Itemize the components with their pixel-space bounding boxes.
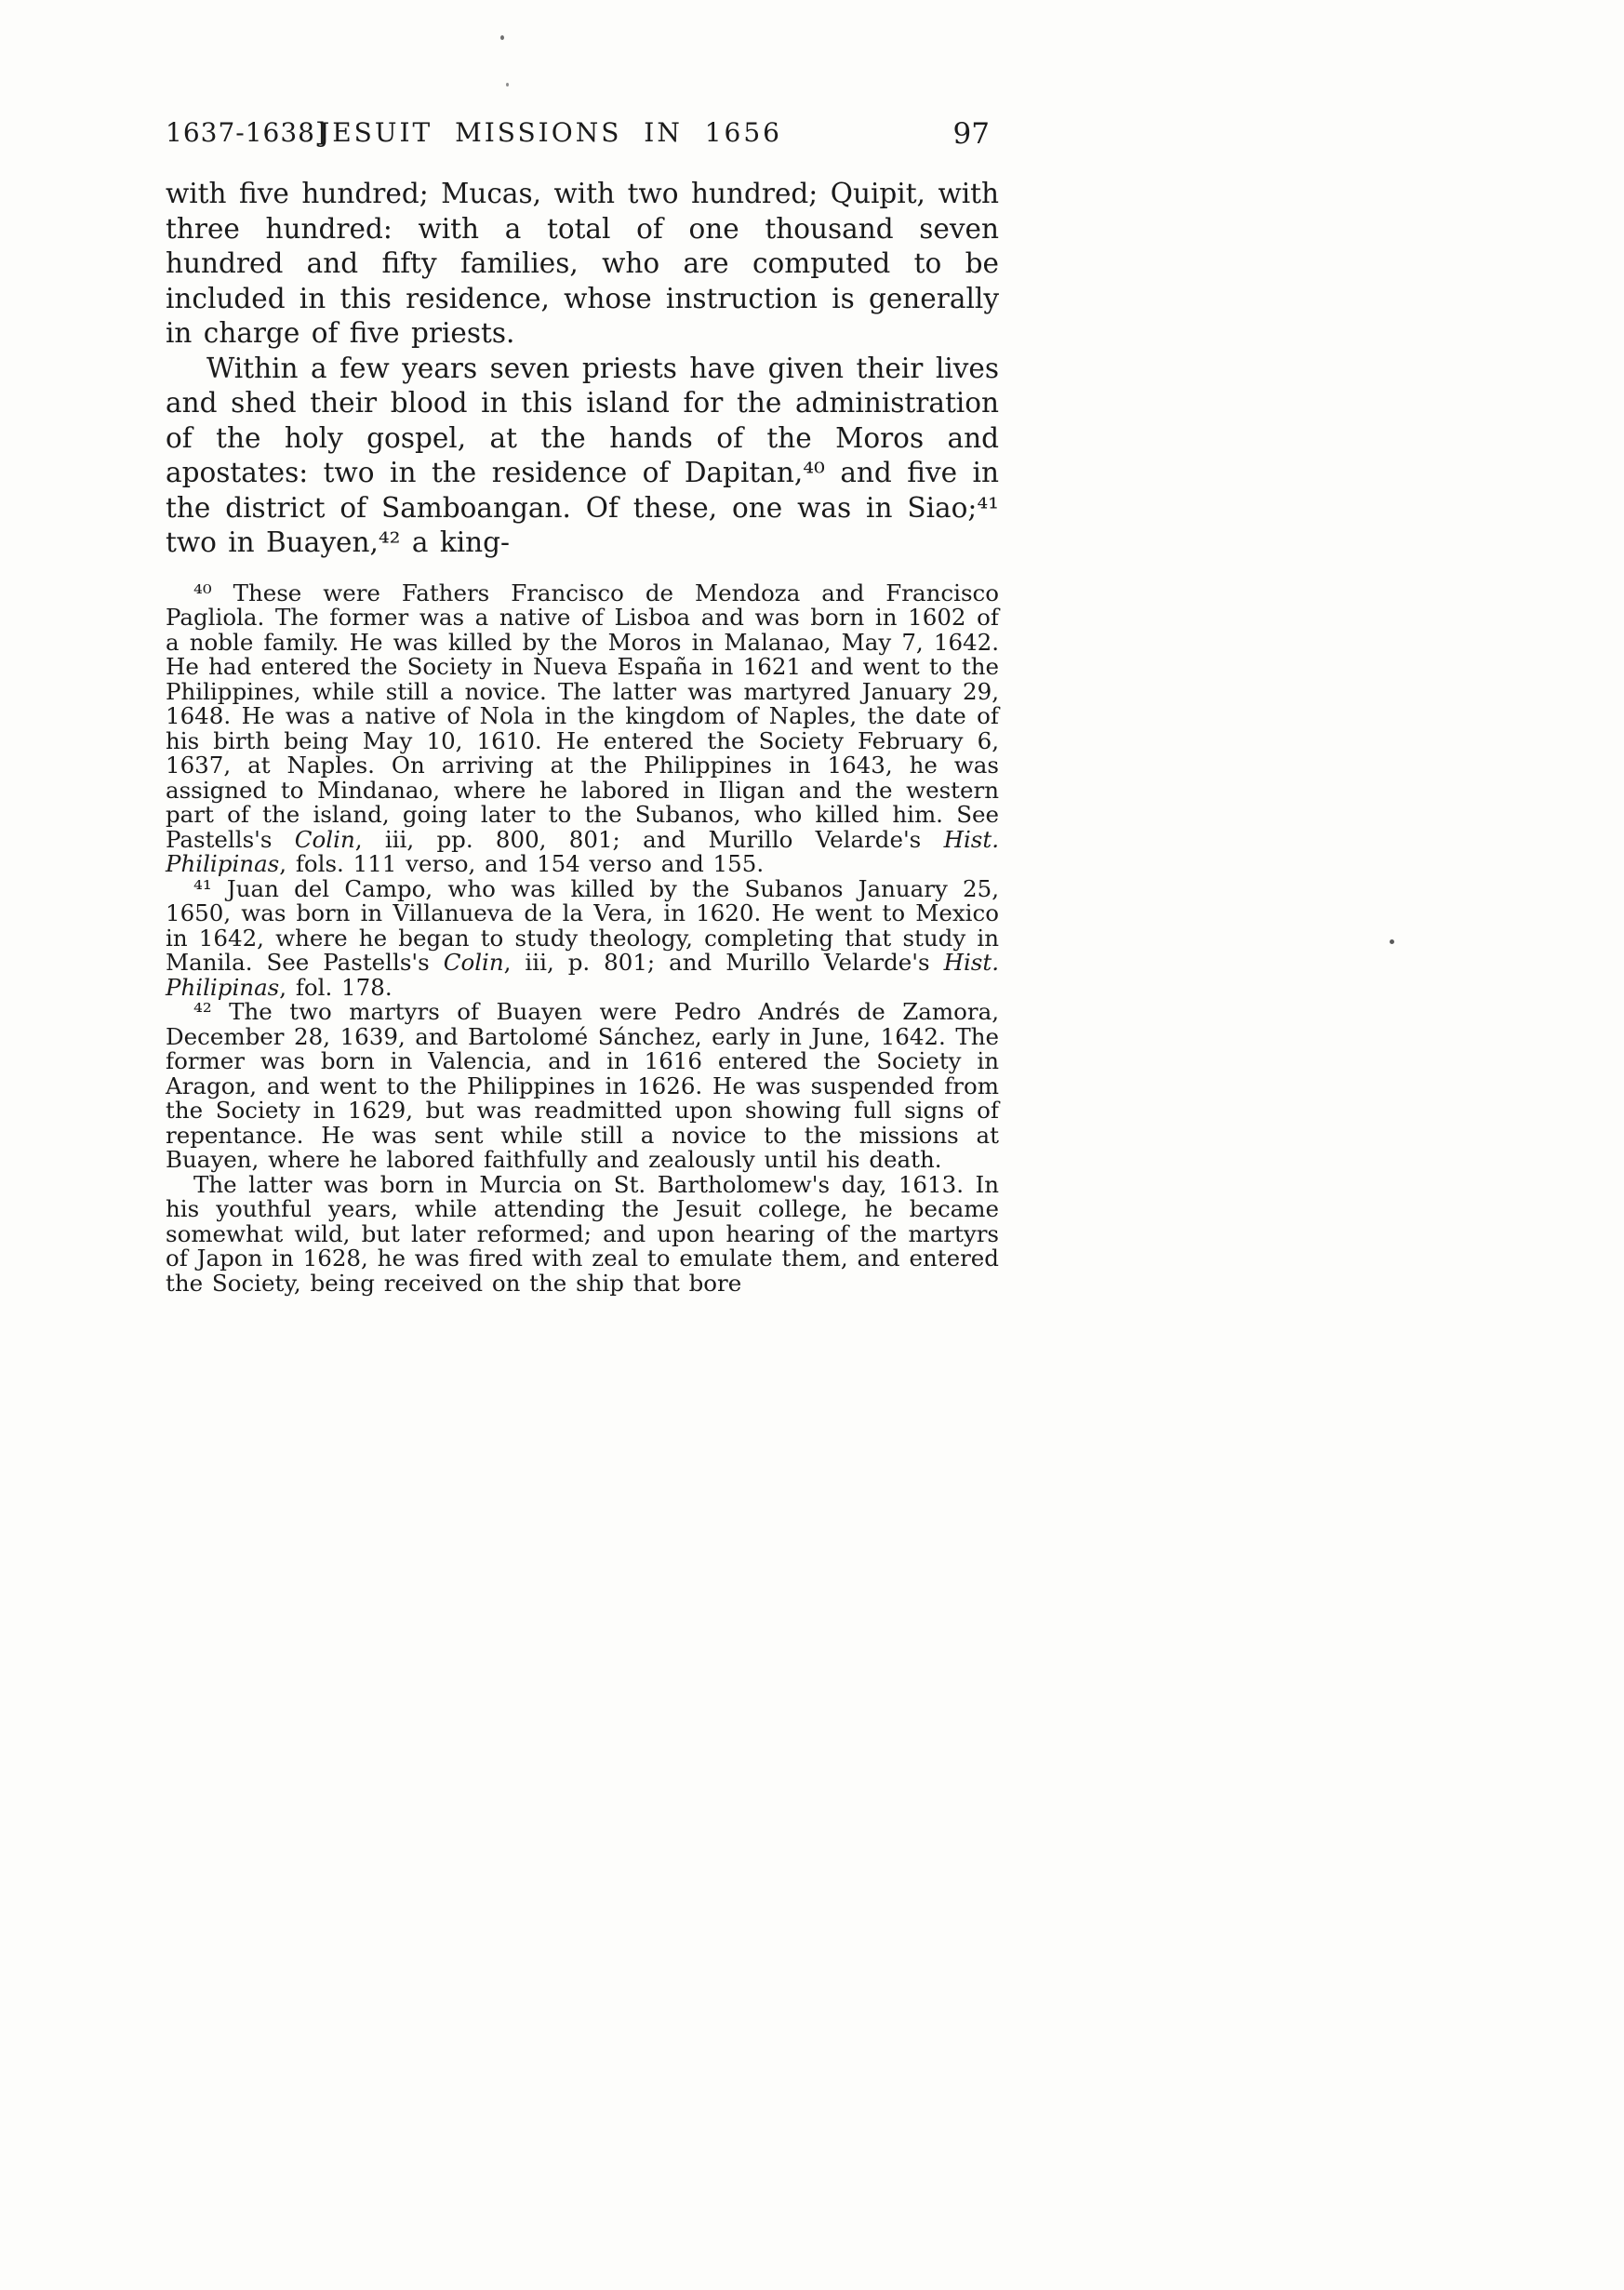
body-text [166, 177, 999, 561]
body-paragraph-2: Within a few years seven priests have given their lives and shed their blood in this island for the administration of the holy gospel, at the hands of the Moros and apostates: two in the residence of Dapitan,⁴⁰ and five in the district of Samboangan. Of these, one was in Siao;⁴¹ two in Buayen,⁴² a king- [166, 352, 999, 558]
footnote-41: ⁴¹ Juan del Campo, who was killed by the Subanos January 25, 1650, was born in Villanueva de la Vera, in 1620. He went to Mexico in 1642, where he began to study theology, completing that study in Manila. See Pastells's Colin, iii, p. 801; and Murillo Velarde's Hist. Philipinas, fol. 178. [166, 874, 999, 1001]
header-date-range: 1637-1638] [166, 117, 326, 148]
scan-speck [500, 35, 504, 40]
footnote-40: ⁴⁰ These were Fathers Francisco de Mendoza and Francisco Pagliola. The former was a native of Lisboa and was born in 1602 of a noble family. He was killed by the Moros in Malanao, May 7, 1642. He had entered the Society in Nueva España in 1621 and went to the Philippines, while still a novice. The latter was martyred January 29, 1648. He was a native of Nola in the kingdom of Naples, the date of his birth being May 10, 1610. He entered the Society February 6, 1637, at Naples. On arriving at the Philippines in 1643, he was assigned to Mindanao, where he labored in Iligan and the western part of the island, going later to the Subanos, who killed him. See Pastells's Colin, iii, pp. 800, 801; and Murillo Velarde's Hist. Philipinas, fols. 111 verso, and 154 verso and 155. [166, 579, 999, 877]
footnote-42: ⁴² The two martyrs of Buayen were Pedro Andrés de Zamora, December 28, 1639, and Bartolomé Sánchez, early in June, 1642. The former was born in Valencia, and in 1616 entered the Society in Aragon, and went to the Philippines in 1626. He was suspended from the Society in 1629, but was readmitted upon showing full signs of repentance. He was sent while still a novice to the missions at Buayen, where he labored faithfully and zealously until his death. [166, 998, 999, 1173]
scan-speck [506, 83, 509, 87]
body-paragraph-1: with five hundred; Mucas, with two hundred; Quipit, with three hundred: with a total of one thousand seven hundred and fifty families, who are computed to be included in this residence, whose instruction is generally in charge of five priests. [166, 178, 999, 349]
footnotes-section [166, 581, 999, 1297]
scan-speck [1390, 939, 1394, 944]
text-block [166, 117, 999, 1296]
header-page-number: 97 [952, 117, 990, 151]
header-title: JESUIT MISSIONS IN 1656 [319, 117, 782, 148]
page-header [166, 117, 999, 156]
footnote-42-continued: The latter was born in Murcia on St. Bartholomew's day, 1613. In his youthful years, while attending the Jesuit college, he became somewhat wild, but later reformed; and upon hearing of the martyrs of Japon in 1628, he was fired with zeal to emulate them, and entered the Society, being received on the ship that bore [166, 1170, 999, 1297]
